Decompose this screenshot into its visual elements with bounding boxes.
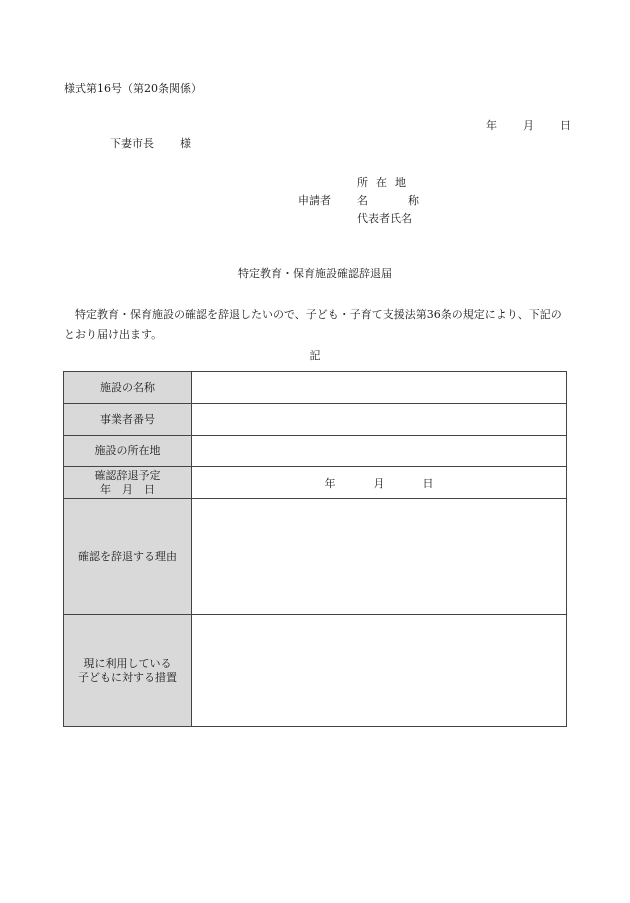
addressee-honorific: 様 [180,137,191,150]
facility-name-label: 施設の名称 [64,372,192,404]
child-measures-label-line-2: 子どもに対する措置 [78,670,177,684]
table-row [64,615,567,727]
form-number: 様式第16号（第20条関係） [64,82,202,95]
applicant-name-label-2: 称 [408,194,419,207]
withdrawal-reason-field[interactable] [192,499,567,615]
facility-address-field[interactable] [192,436,567,467]
facility-address-label: 施設の所在地 [64,436,192,467]
table-row [64,404,567,436]
withdrawal-form-table [63,371,567,727]
addressee [110,138,191,149]
withdrawal-day-label: 日 [422,476,434,490]
withdrawal-year-label: 年 [324,476,336,490]
table-row [64,372,567,404]
withdrawal-date-field[interactable] [192,467,567,499]
date-year-label: 年 [486,119,497,132]
table-row [64,467,567,499]
date-month-label: 月 [523,119,534,132]
withdrawal-month-label: 月 [373,476,385,490]
applicant-label: 申請者 [298,194,331,207]
addressee-name: 下妻市長 [110,137,154,150]
applicant-name-label-1: 名 [357,194,368,207]
document-title: 特定教育・保育施設確認辞退届 [238,267,392,280]
body-text: 特定教育・保育施設の確認を辞退したいので、子ども・子育て支援法第36条の規定により、下記のとおり届け出ます。 [64,308,562,341]
child-measures-field[interactable] [192,615,567,727]
table-row [64,499,567,615]
table-row [64,436,567,467]
facility-name-field[interactable] [192,372,567,404]
business-number-label: 事業者番号 [64,404,192,436]
date-day-label: 日 [560,119,571,132]
withdrawal-date-label-line-2: 年 月 日 [100,482,155,496]
submission-date [486,120,571,131]
business-number-field[interactable] [192,404,567,436]
applicant-address-label: 所在地 [357,176,414,189]
withdrawal-date-label-line-1: 確認辞退予定 [94,468,161,482]
applicant-name-label [357,195,419,206]
ki-heading: 記 [309,349,321,362]
withdrawal-reason-label: 確認を辞退する理由 [64,499,192,615]
child-measures-label [64,615,192,727]
applicant-representative-label: 代表者氏名 [357,212,412,225]
child-measures-label-line-1: 現に利用している [83,656,172,670]
withdrawal-date-label [64,467,192,499]
